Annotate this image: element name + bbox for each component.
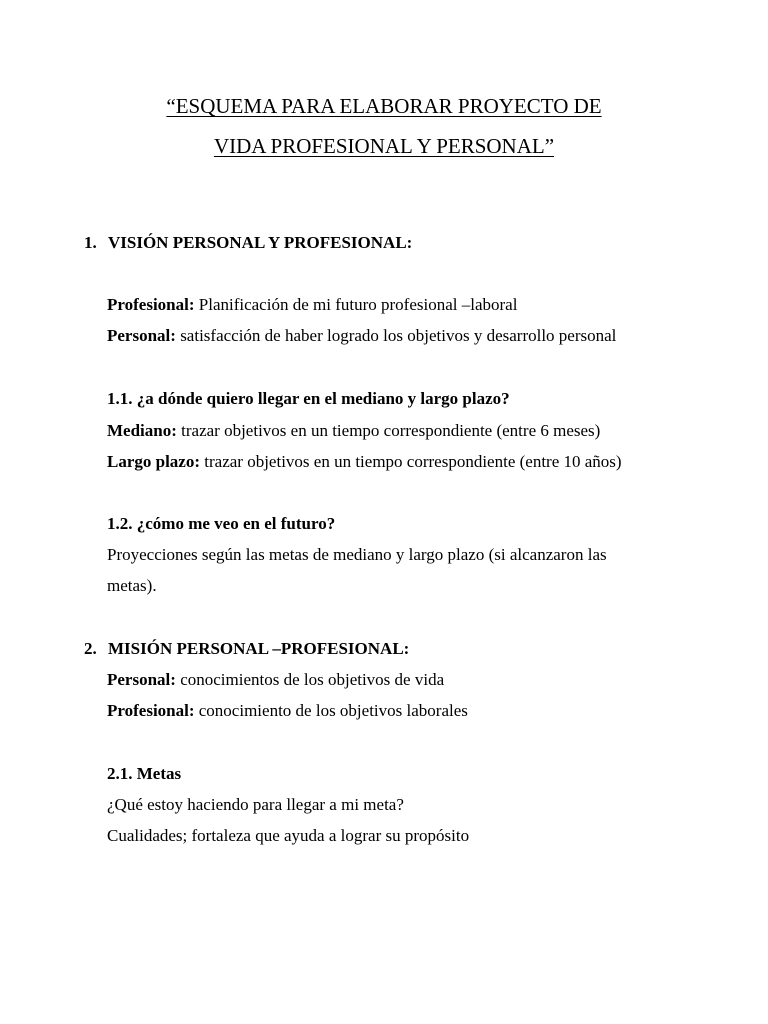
largo-plazo-line	[107, 451, 622, 473]
metas-line-2: Cualidades; fortaleza que ayuda a lograr su propósito	[107, 826, 470, 845]
mision-personal-label: Personal:	[107, 670, 176, 689]
section-1-number: 1.	[84, 233, 97, 252]
mision-profesional-text: conocimiento de los objetivos laborales	[194, 701, 468, 720]
vision-profesional-text: Planificación de mi futuro profesional –laboral	[194, 295, 518, 314]
subsection-2-1-heading: 2.1. Metas	[107, 764, 182, 783]
vision-personal-line	[107, 325, 616, 347]
section-1-heading-text: VISIÓN PERSONAL Y PROFESIONAL:	[108, 233, 413, 252]
vision-profesional-line	[107, 294, 517, 316]
mision-profesional-line	[107, 700, 468, 722]
mision-personal-line	[107, 669, 444, 691]
mediano-text: trazar objetivos en un tiempo correspondiente (entre 6 meses)	[176, 421, 601, 440]
section-2-number: 2.	[84, 639, 97, 658]
title-line-1: “ESQUEMA PARA ELABORAR PROYECTO DE	[166, 94, 602, 118]
largo-plazo-text: trazar objetivos en un tiempo correspondiente (entre 10 años)	[200, 452, 622, 471]
section-1-heading	[84, 232, 412, 254]
section-2-heading-text: MISIÓN PERSONAL –PROFESIONAL:	[108, 639, 410, 658]
vision-profesional-label: Profesional:	[107, 295, 195, 314]
proyecciones-line-1: Proyecciones según las metas de mediano y largo plazo (si alcanzaron las	[107, 545, 607, 564]
mediano-label: Mediano:	[107, 421, 177, 440]
mision-profesional-label: Profesional:	[107, 701, 195, 720]
section-2-heading	[84, 638, 409, 660]
title-line-2: VIDA PROFESIONAL Y PERSONAL”	[213, 134, 555, 158]
mision-personal-text: conocimientos de los objetivos de vida	[175, 670, 445, 689]
largo-plazo-label: Largo plazo:	[107, 452, 201, 471]
mediano-line	[107, 420, 600, 442]
subsection-1-1-heading: 1.1. ¿a dónde quiero llegar en el mediano y largo plazo?	[107, 389, 510, 408]
vision-personal-label: Personal:	[107, 326, 176, 345]
vision-personal-text: satisfacción de haber logrado los objetivos y desarrollo personal	[175, 326, 617, 345]
subsection-1-2-heading: 1.2. ¿cómo me veo en el futuro?	[107, 514, 336, 533]
metas-line-1: ¿Qué estoy haciendo para llegar a mi meta?	[107, 795, 404, 814]
proyecciones-line-2: metas).	[107, 576, 157, 595]
